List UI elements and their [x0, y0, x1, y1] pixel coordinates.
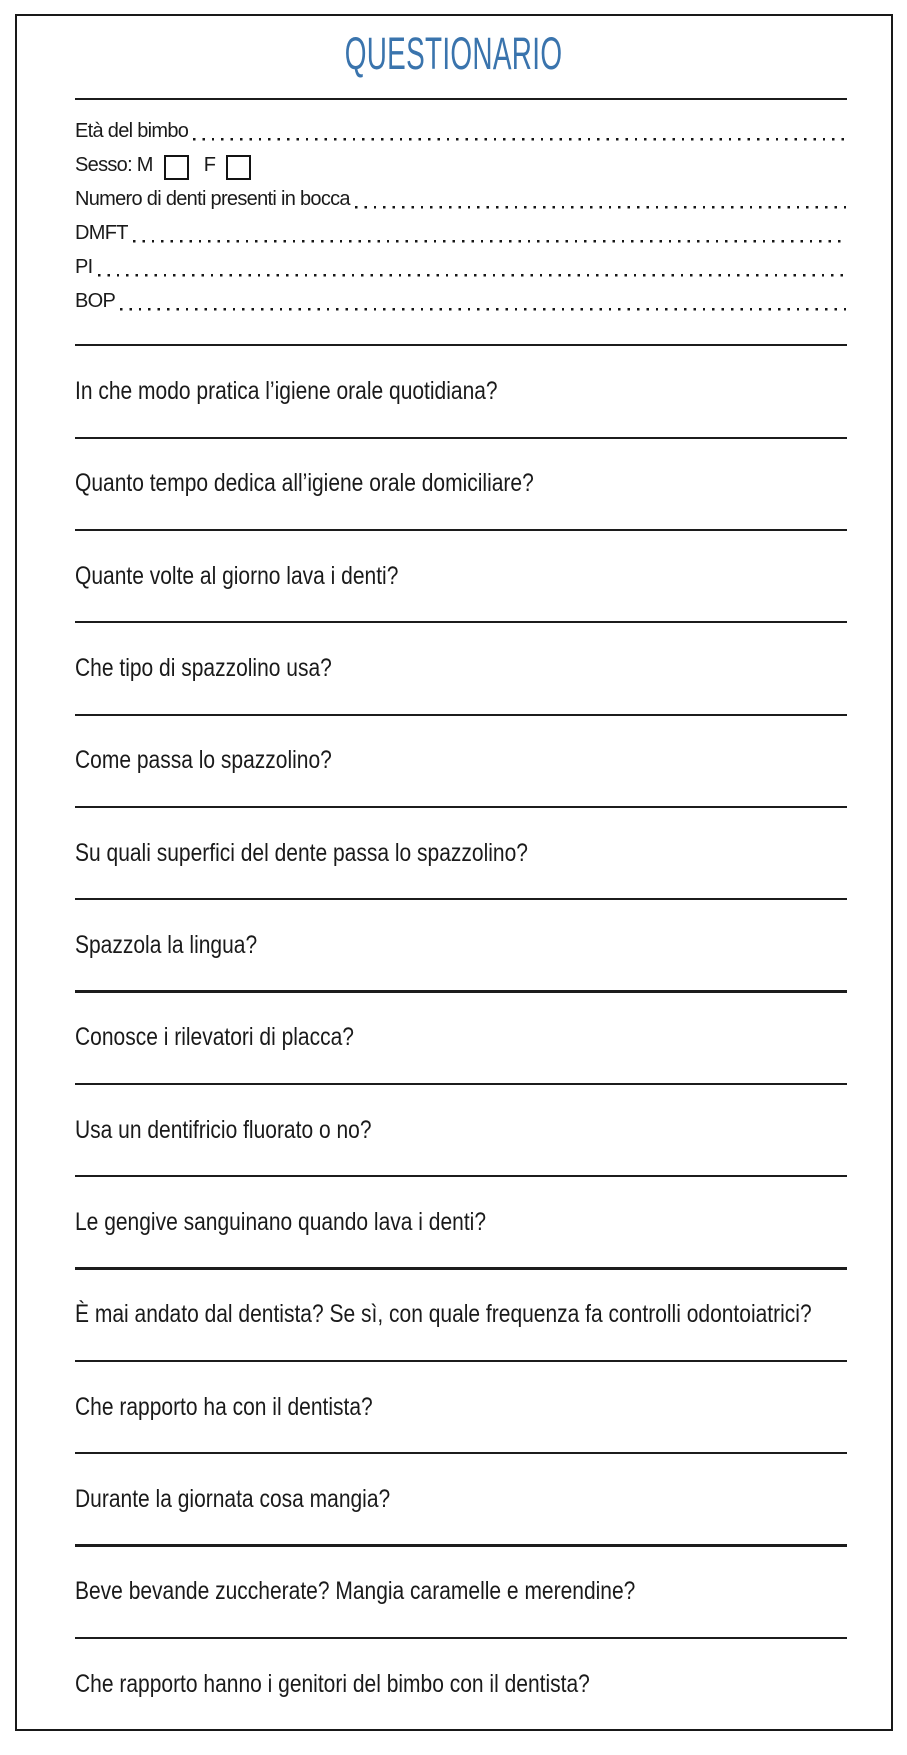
question-block-1 [17, 344, 891, 436]
question-block-6 [17, 806, 891, 898]
question-text-4: Che tipo di spazzolino usa? [75, 653, 332, 682]
field-row-pi [75, 249, 847, 283]
checkbox-sesso-m[interactable] [164, 155, 189, 180]
question-block-3 [17, 529, 891, 621]
question-text-5: Come passa lo spazzolino? [75, 746, 332, 775]
field-row-numero-denti [75, 181, 847, 215]
question-text-15: Che rapporto hanno i genitori del bimbo con il dentista? [75, 1669, 590, 1698]
field-row-dmft [75, 215, 847, 249]
answer-dotted-line-numero-denti[interactable] [355, 183, 847, 215]
question-text-1: In che modo pratica l’igiene orale quotidiana? [75, 376, 498, 405]
question-row [17, 1639, 891, 1729]
question-text-10: Le gengive sanguinano quando lava i denti? [75, 1207, 487, 1236]
question-text-9: Usa un dentifricio fluorato o no? [75, 1115, 372, 1144]
field-row-sesso [75, 147, 847, 181]
answer-dotted-line-eta[interactable] [193, 115, 847, 147]
question-row [17, 531, 891, 621]
question-block-9 [17, 1083, 891, 1175]
question-row [17, 900, 891, 990]
title-row [17, 16, 891, 98]
question-row [17, 993, 891, 1083]
question-block-14 [17, 1544, 891, 1636]
question-text-11: È mai andato dal dentista? Se sì, con quale frequenza fa controlli odontoiatrici? [75, 1300, 812, 1329]
question-row [17, 1362, 891, 1452]
questions-section [17, 344, 891, 1729]
field-label-pi: PI [75, 256, 93, 279]
question-row [17, 346, 891, 436]
question-block-5 [17, 714, 891, 806]
question-row [17, 808, 891, 898]
question-row [17, 439, 891, 529]
answer-dotted-line-dmft[interactable] [133, 217, 847, 249]
question-row [17, 1270, 891, 1360]
question-text-2: Quanto tempo dedica all’igiene orale domiciliare? [75, 469, 534, 498]
question-text-13: Durante la giornata cosa mangia? [75, 1484, 391, 1513]
question-row [17, 1085, 891, 1175]
field-label-numero-denti: Numero di denti presenti in bocca [75, 188, 350, 211]
question-block-11 [17, 1267, 891, 1359]
question-row [17, 1547, 891, 1637]
page-title: QUESTIONARIO [345, 27, 563, 79]
question-text-3: Quante volte al giorno lava i denti? [75, 561, 399, 590]
question-text-7: Spazzola la lingua? [75, 930, 258, 959]
question-row [17, 1454, 891, 1544]
question-text-14: Beve bevande zuccherate? Mangia caramelle e merendine? [75, 1577, 636, 1606]
question-block-7 [17, 898, 891, 990]
question-block-13 [17, 1452, 891, 1544]
answer-dotted-line-bop[interactable] [120, 285, 847, 317]
questionnaire-page [15, 14, 893, 1731]
question-text-8: Conosce i rilevatori di placca? [75, 1023, 354, 1052]
field-label-sesso-m: Sesso: M [75, 154, 153, 177]
field-row-eta [75, 113, 847, 147]
question-block-15 [17, 1637, 891, 1729]
question-text-6: Su quali superfici del dente passa lo spazzolino? [75, 838, 528, 867]
patient-data-section [17, 100, 891, 344]
question-row [17, 716, 891, 806]
question-row [17, 623, 891, 713]
field-row-bop [75, 283, 847, 317]
question-block-8 [17, 990, 891, 1082]
question-text-12: Che rapporto ha con il dentista? [75, 1392, 373, 1421]
question-block-4 [17, 621, 891, 713]
field-label-dmft: DMFT [75, 222, 128, 245]
checkbox-sesso-f[interactable] [226, 155, 251, 180]
answer-dotted-line-pi[interactable] [98, 251, 848, 283]
question-block-12 [17, 1360, 891, 1452]
field-label-sesso-f: F [203, 154, 216, 177]
question-row [17, 1177, 891, 1267]
question-block-10 [17, 1175, 891, 1267]
field-label-bop: BOP [75, 290, 116, 313]
question-block-2 [17, 437, 891, 529]
field-label-eta: Età del bimbo [75, 120, 189, 143]
